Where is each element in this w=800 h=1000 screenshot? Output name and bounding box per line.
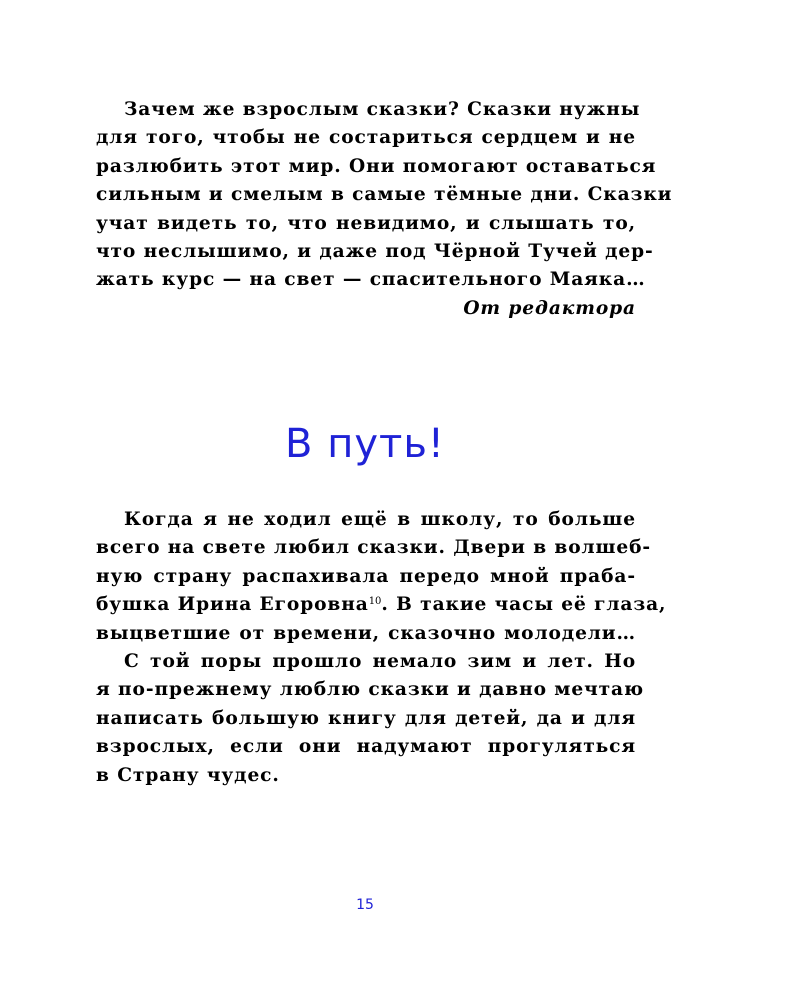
story-line: всего на свете любил сказки. Двери в волшеб-	[96, 537, 652, 559]
story-text	[96, 506, 667, 790]
story-line: С той поры прошло немало зим и лет. Но	[124, 650, 636, 672]
editor-note-line: сильным и смелым в самые тёмные дни. Сказки	[96, 184, 673, 206]
editor-signature: От редактора	[463, 297, 636, 319]
page-number: 15	[356, 897, 374, 913]
editor-note-line: жать курс — на свет — спасительного Маяка…	[96, 269, 646, 291]
footnote-marker: 10	[368, 596, 382, 608]
editor-note-line: Зачем же взрослым сказки? Сказки нужны	[124, 99, 641, 120]
story-line: взрослых, если они надумают прогуляться	[96, 736, 636, 758]
story-line: я по-прежнему люблю сказки и давно мечтаю	[96, 679, 644, 701]
story-line: в Страну чудес.	[96, 764, 280, 786]
editor-note	[96, 96, 673, 323]
story-line-part: . В такие часы её глаза,	[381, 594, 667, 616]
chapter-title: В путь!	[285, 421, 445, 467]
story-line-with-footnote	[96, 591, 667, 619]
story-line: Когда я не ходил ещё в школу, то больше	[124, 509, 636, 530]
editor-note-line: для того, чтобы не состариться сердцем и не	[96, 127, 636, 149]
story-line-part: бушка Ирина Егоровна	[96, 594, 369, 616]
editor-note-line: разлюбить этот мир. Они помогают оставаться	[96, 155, 657, 177]
editor-note-line: что неслышимо, и даже под Чёрной Тучей дер-	[96, 240, 654, 262]
editor-note-line: учат видеть то, что невидимо, и слышать то,	[96, 212, 636, 234]
story-line: написать большую книгу для детей, да и для	[96, 707, 636, 729]
story-line: выцветшие от времени, сказочно молодели…	[96, 622, 636, 644]
story-line: ную страну распахивала передо мной праба-	[96, 565, 636, 587]
